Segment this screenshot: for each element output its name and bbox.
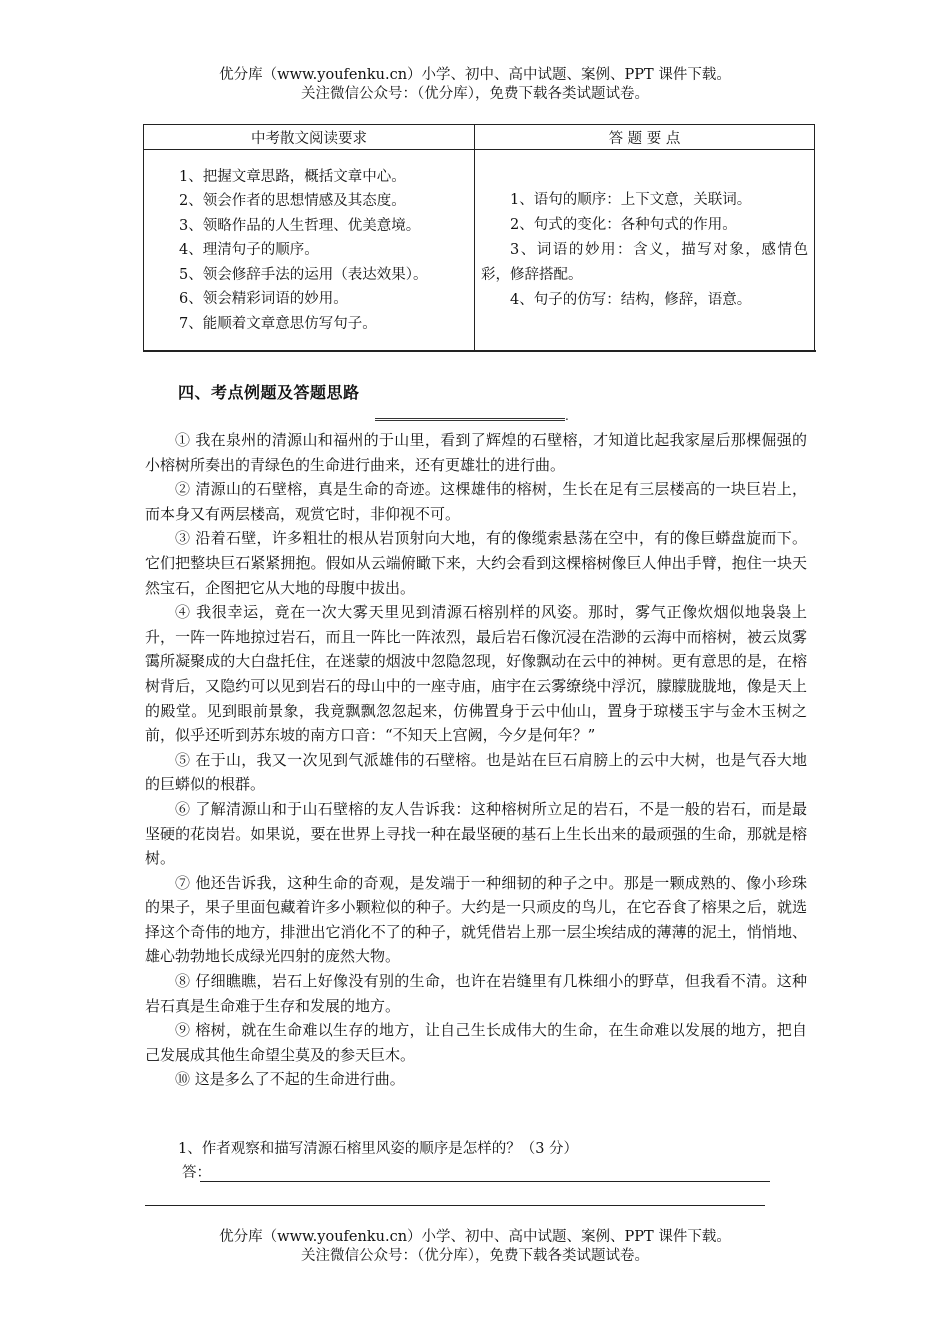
point-item: 2、句式的变化：各种句式的作用。 xyxy=(510,217,737,233)
table-header-requirements: 中考散文阅读要求 xyxy=(144,125,475,150)
article-paragraph: ⑤ 在于山，我又一次见到气派雄伟的石壁榕。也是站在巨石肩膀上的云中大树，也是气吞大地的巨蟒似的根群。 xyxy=(145,750,807,794)
requirement-item: 3、领略作品的人生哲理、优美意境。 xyxy=(179,217,421,234)
page-footer xyxy=(0,1228,950,1266)
table-header-row xyxy=(144,125,815,150)
footer-line-1: 优分库（www.youfenku.cn）小学、初中、高中试题、案例、PPT 课件下载。 xyxy=(219,1229,731,1245)
section-title: 四、考点例题及答题思路 xyxy=(178,383,360,402)
requirements-cell xyxy=(144,150,475,352)
title-underline xyxy=(375,418,565,419)
article-paragraph: ⑩ 这是多么了不起的生命进行曲。 xyxy=(175,1070,405,1089)
article-paragraph: ⑨ 榕树，就在生命难以生存的地方，让自己生长成伟大的生命，在生命难以发展的地方，把自己发展成其他生命望尘莫及的参天巨木。 xyxy=(145,1021,807,1064)
requirement-item: 2、领会作者的思想情感及其态度。 xyxy=(179,193,406,210)
requirement-item: 1、把握文章思路，概括文章中心。 xyxy=(179,168,406,185)
article-paragraph: ① 我在泉州的清源山和福州的于山里，看到了辉煌的石壁榕，才知道比起我家屋后那棵倔强的小榕树所奏出的青绿色的生命进行曲来，还有更雄壮的进行曲。 xyxy=(145,431,807,474)
requirement-item: 4、理清句子的顺序。 xyxy=(179,242,319,259)
answer-line xyxy=(145,1205,765,1206)
answer-line xyxy=(200,1181,770,1182)
article-paragraph: ② 清源山的石壁榕，真是生命的奇迹。这棵雄伟的榕树，生长在足有三层楼高的一块巨岩上，而本身又有两层楼高，观赏它时，非仰视不可。 xyxy=(145,480,807,523)
requirement-item: 7、能顺着文章意思仿写句子。 xyxy=(179,315,377,332)
point-item: 3、词语的妙用：含义，描写对象，感情色彩，修辞搭配。 xyxy=(481,242,808,283)
article-paragraph: ④ 我很幸运，竟在一次大雾天里见到清源石榕别样的风姿。那时，雾气正像炊烟似地袅袅上升，一阵一阵地掠过岩石，而且一阵比一阵浓烈，最后岩石像沉浸在浩渺的云海中而榕树，被云岚雾霭所凝聚成的大白盘托住，在迷蒙的烟波中忽隐忽现，好像飘动在云中的神树。更有意思的是，在榕树背后，又隐约可以见到岩石的母山中的一座寺庙，庙宇在云雾缭绕中浮沉，朦朦胧胧地，像是天上的殿堂。见到眼前景象，我竟飘飘忽忽起来，仿佛置身于云中仙山，置身于琼楼玉宇与金木玉树之前，似乎还听到苏东坡的南方口音：“不知天上宫阙，今夕是何年？” xyxy=(145,603,807,745)
article-title-blank xyxy=(375,404,569,422)
article-paragraph: ⑧ 仔细瞧瞧，岩石上好像没有别的生命，也许在岩缝里有几株细小的野草，但我看不清。这种岩石真是生命难于生存和发展的地方。 xyxy=(145,972,807,1015)
article-body xyxy=(145,428,807,1092)
points-cell xyxy=(475,150,815,352)
header-line-1: 优分库（www.youfenku.cn）小学、初中、高中试题、案例、PPT 课件下载。 xyxy=(219,67,731,83)
article-paragraph: ⑦ 他还告诉我，这种生命的奇观，是发端于一种细韧的种子之中。那是一颗成熟的、像小珍珠的果子，果子里面包藏着许多小颗粒似的种子。大约是一只顽皮的鸟儿，在它吞食了榕果之后，就选择这个奇伟的地方，排泄出它消化不了的种子，就凭借岩上那一层尘埃结成的薄薄的泥土，悄悄地、雄心勃勃地长成绿光四射的庞然大物。 xyxy=(145,873,807,966)
table-bottom-rule xyxy=(143,350,816,352)
title-dot: . xyxy=(565,409,569,423)
header-line-2: 关注微信公众号：（优分库），免费下载各类试题试卷。 xyxy=(301,86,649,102)
requirement-item: 5、领会修辞手法的运用（表达效果）。 xyxy=(179,266,428,283)
page-header xyxy=(0,66,950,104)
point-item: 1、语句的顺序：上下文意，关联词。 xyxy=(510,192,752,208)
answer-label: 答： xyxy=(182,1165,211,1181)
footer-line-2: 关注微信公众号：（优分库），免费下载各类试题试卷。 xyxy=(301,1248,649,1264)
title-underline xyxy=(375,420,565,421)
requirement-item: 6、领会精彩词语的妙用。 xyxy=(179,291,348,308)
point-item: 4、句子的仿写：结构，修辞，语意。 xyxy=(510,292,752,308)
table-header-points: 答 题 要 点 xyxy=(475,125,815,150)
question-1: 1、作者观察和描写清源石榕里风姿的顺序是怎样的？（3 分） xyxy=(178,1141,579,1157)
table-body-row xyxy=(144,150,815,352)
article-paragraph: ③ 沿着石壁，许多粗壮的根从岩顶射向大地，有的像缆索悬荡在空中，有的像巨蟒盘旋而下。它们把整块巨石紧紧拥抱。假如从云端俯瞰下来，大约会看到这棵榕树像巨人伸出手臂，抱住一块天然宝石，企图把它从大地的母腹中拔出。 xyxy=(145,529,807,597)
article-paragraph: ⑥ 了解清源山和于山石壁榕的友人告诉我：这种榕树所立足的岩石，不是一般的岩石，而是最坚硬的花岗岩。如果说，要在世界上寻找一种在最坚硬的基石上生长出来的最顽强的生命，那就是榕树。 xyxy=(145,799,807,868)
requirements-table xyxy=(143,124,815,352)
